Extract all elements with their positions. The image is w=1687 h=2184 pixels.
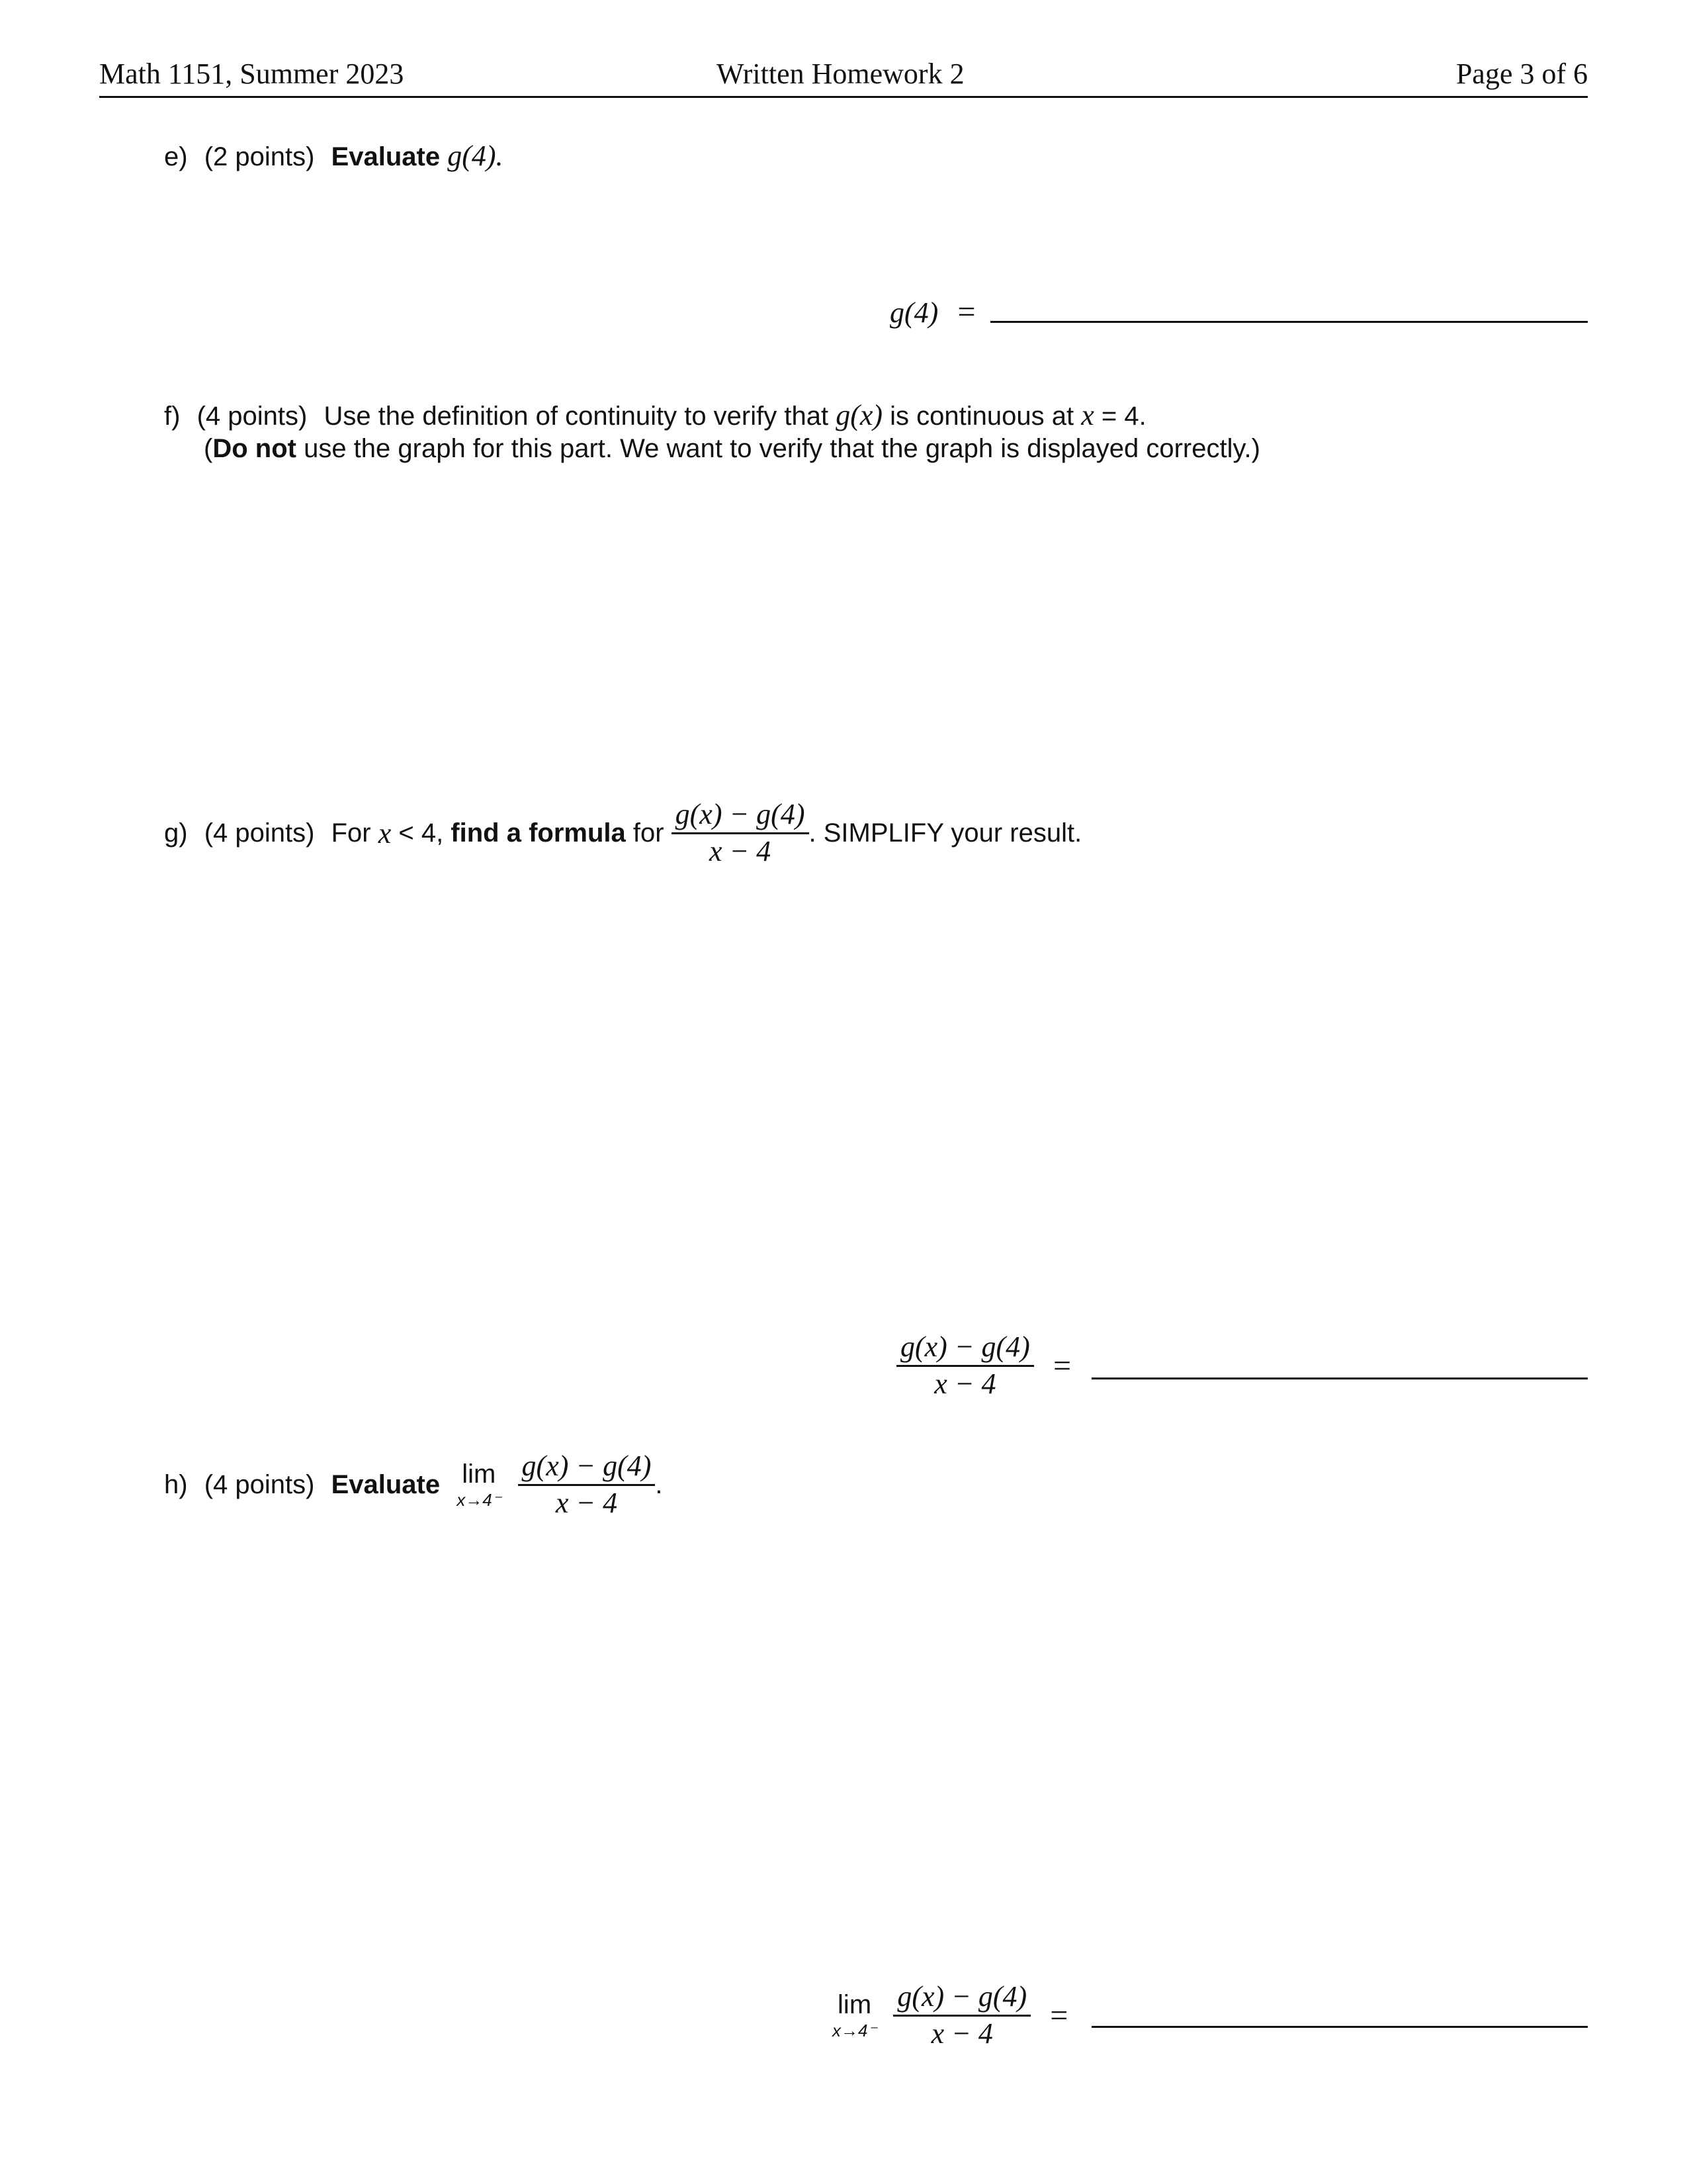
question-g-points: (4 points) [204, 818, 315, 848]
question-g-after: . SIMPLIFY your result. [808, 818, 1082, 848]
answer-g-denominator: x − 4 [934, 1367, 996, 1400]
answer-h-fraction [893, 1980, 1031, 2052]
question-e-label: e) [164, 142, 188, 171]
question-g-cond: < 4, [391, 818, 451, 848]
answer-h-lim-sub: x→4⁻ [832, 2021, 877, 2041]
question-h-numerator: g(x) − g(4) [518, 1449, 656, 1486]
answer-g-numerator: g(x) − g(4) [896, 1330, 1034, 1367]
question-h-bold: Evaluate [331, 1469, 441, 1499]
question-h-lim-sub: x→4⁻ [456, 1490, 501, 1510]
answer-h-limit [832, 1991, 877, 2039]
question-f-text-b: is continuous at [883, 402, 1082, 431]
question-h-after: . [655, 1469, 663, 1499]
question-f-label: f) [164, 402, 181, 431]
question-f-note-bold: Do not [212, 434, 296, 463]
question-f-text-a: Use the definition of continuity to verify that [324, 402, 836, 431]
answer-h-equals: = [1050, 1997, 1068, 2033]
answer-e-line[interactable] [990, 321, 1588, 323]
question-f [164, 398, 1146, 433]
answer-h-denominator: x − 4 [931, 2017, 993, 2050]
question-g-denominator: x − 4 [709, 834, 771, 867]
question-f-note-paren: ( [204, 434, 213, 463]
question-g-label: g) [164, 818, 188, 848]
question-h-points: (4 points) [204, 1469, 315, 1499]
question-e-expression: g(4). [447, 140, 503, 172]
answer-e-equals: = [957, 294, 976, 329]
answer-e-lhs: g(4) [890, 296, 939, 329]
question-g-bold: find a formula [451, 818, 626, 848]
question-g-for2: for [625, 818, 671, 848]
question-g-x: x [378, 816, 392, 850]
answer-h [832, 1980, 1068, 2052]
answer-h-line[interactable] [1092, 2026, 1588, 2028]
question-g-for: For [331, 818, 378, 848]
answer-h-numerator: g(x) − g(4) [893, 1980, 1031, 2017]
question-f-points: (4 points) [196, 402, 308, 431]
question-h-denominator: x − 4 [555, 1486, 618, 1519]
question-g [164, 797, 1082, 869]
question-h-label: h) [164, 1469, 188, 1499]
question-h-fraction [518, 1449, 656, 1521]
answer-g-fraction [896, 1330, 1034, 1402]
question-h [164, 1449, 663, 1521]
question-e-points: (2 points) [204, 142, 315, 171]
question-f-note [204, 431, 1260, 466]
question-g-fraction [671, 797, 809, 869]
header-course: Math 1151, Summer 2023 [99, 58, 404, 90]
answer-g-equals: = [1053, 1348, 1072, 1383]
question-g-numerator: g(x) − g(4) [671, 797, 809, 834]
answer-h-lim-word: lim [838, 1990, 872, 2020]
question-f-text-c: = 4. [1094, 402, 1146, 431]
question-h-lim-word: lim [462, 1460, 496, 1489]
answer-e [890, 295, 976, 331]
header-rule [99, 96, 1588, 98]
question-f-gx: g(x) [836, 399, 883, 431]
question-e [164, 139, 503, 174]
header-title: Written Homework 2 [716, 58, 965, 90]
question-e-instruction: Evaluate [331, 142, 441, 171]
question-f-note-text: use the graph for this part. We want to verify that the graph is displayed correctly.) [296, 434, 1260, 463]
question-h-limit [456, 1461, 501, 1508]
answer-g [896, 1330, 1071, 1402]
question-f-x: x [1081, 399, 1094, 431]
header-page-number: Page 3 of 6 [1455, 58, 1588, 90]
answer-g-line[interactable] [1092, 1377, 1588, 1379]
